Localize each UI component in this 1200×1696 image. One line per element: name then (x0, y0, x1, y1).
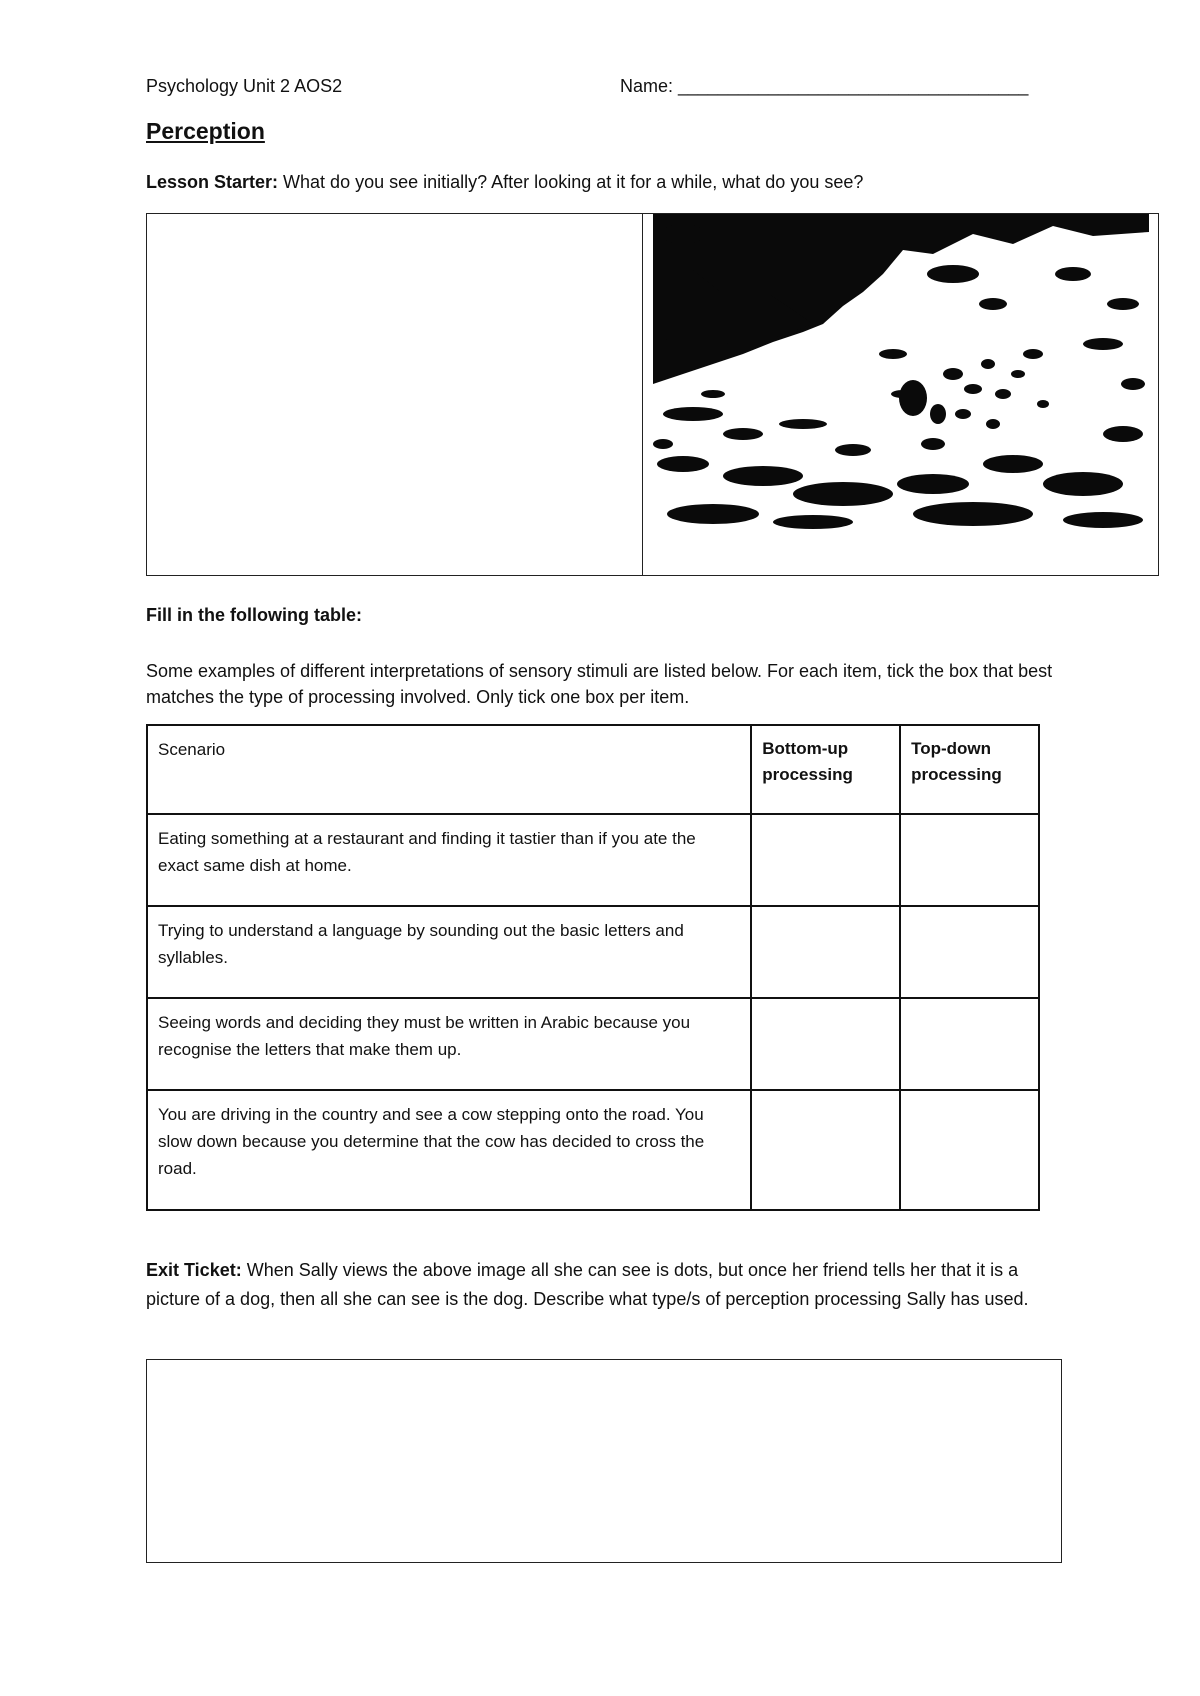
table-row (147, 906, 1039, 998)
lesson-starter-label: Lesson Starter: (146, 172, 279, 192)
bottom-up-tick-box[interactable] (751, 998, 900, 1090)
bottom-up-tick-box[interactable] (751, 814, 900, 906)
course-title: Psychology Unit 2 AOS2 (146, 76, 343, 96)
table-header-row (147, 725, 1039, 814)
exit-ticket-label: Exit Ticket: (146, 1260, 242, 1280)
top-down-tick-box[interactable] (900, 1090, 1039, 1210)
bottom-up-tick-box[interactable] (751, 1090, 900, 1210)
table-row (147, 814, 1039, 906)
scenario-text: You are driving in the country and see a cow stepping onto the road. You slow down because you determine that the cow has decided to cross the road. (147, 1090, 751, 1210)
dalmatian-illusion-image (653, 214, 1149, 530)
header-top-down: Top-down processing (900, 725, 1039, 814)
processing-table (146, 724, 1040, 1211)
scenario-text: Trying to understand a language by sounding out the basic letters and syllables. (147, 906, 751, 998)
exit-ticket-question: When Sally views the above image all she can see is dots, but once her friend tells her that it is a picture of a dog, then all she can see is the dog. Describe what type/s of perception processing Sally has used. (146, 1260, 1029, 1309)
header-bottom-up: Bottom-up processing (751, 725, 900, 814)
exit-ticket-answer-box[interactable] (146, 1359, 1062, 1563)
table-instructions: Some examples of different interpretations of sensory stimuli are listed below. For each item, tick the box that best matches the type of processing involved. Only tick one box per item. (146, 661, 1053, 707)
top-down-tick-box[interactable] (900, 814, 1039, 906)
table-row (147, 998, 1039, 1090)
scenario-text: Eating something at a restaurant and finding it tastier than if you ate the exact same dish at home. (147, 814, 751, 906)
exit-ticket (146, 1256, 1066, 1314)
name-line: Name: ___________________________________ (620, 76, 1029, 96)
header-scenario: Scenario (147, 725, 751, 814)
top-down-tick-box[interactable] (900, 906, 1039, 998)
starter-box-divider (642, 213, 643, 576)
lesson-starter-question: What do you see initially? After looking at it for a while, what do you see? (278, 172, 864, 192)
bottom-up-tick-box[interactable] (751, 906, 900, 998)
scenario-text: Seeing words and deciding they must be written in Arabic because you recognise the letters that make them up. (147, 998, 751, 1090)
page-title: Perception (146, 118, 265, 144)
lesson-starter (146, 172, 863, 193)
top-down-tick-box[interactable] (900, 998, 1039, 1090)
table-heading: Fill in the following table: (146, 605, 362, 625)
table-row (147, 1090, 1039, 1210)
